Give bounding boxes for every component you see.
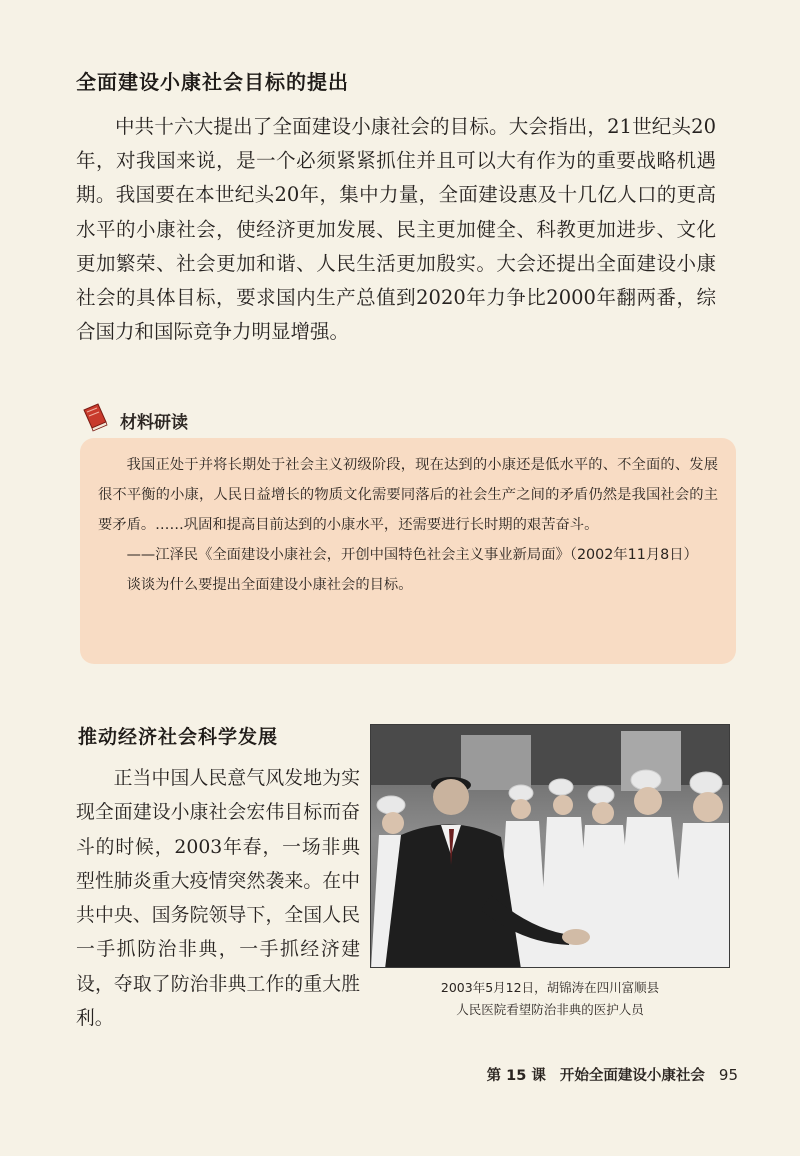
section-heading-development: 推动经济社会科学发展	[78, 726, 279, 748]
photo-caption	[370, 977, 730, 1021]
section-paragraph-1	[76, 110, 716, 349]
material-box-title: 材料研读	[120, 412, 188, 433]
lesson-title: 开始全面建设小康社会	[559, 1068, 705, 1084]
material-box	[80, 438, 736, 664]
section-heading-xiaokang-goal: 全面建设小康社会目标的提出	[76, 70, 349, 94]
lesson-number: 第 15 课	[486, 1068, 546, 1084]
paragraph-text: 中共十六大提出了全面建设小康社会的目标。大会指出，21世纪头20年，对我国来说，是一个必须紧紧抓住并且可以大有作为的重要战略机遇期。我国要在本世纪头20年，集中力量，全面建设惠及十几亿人口的更高水平的小康社会，使经济更加发展、民主更加健全、科教更加进步、文化更加繁荣、社会更加和谐、人民生活更加殷实。大会还提出全面建设小康社会的具体目标，要求国内生产总值到2020年力争比2000年翻两番，综合国力和国际竞争力明显增强。	[76, 115, 716, 344]
material-source: ——江泽民《全面建设小康社会，开创中国特色社会主义事业新局面》（2002年11月8日）	[126, 547, 698, 563]
material-quote: 我国正处于并将长期处于社会主义初级阶段，现在达到的小康还是低水平的、不全面的、发展很不平衡的小康，人民日益增长的物质文化需要同落后的社会生产之间的矛盾仍然是我国社会的主要矛盾。……巩固和提高目前达到的小康水平，还需要进行长时期的艰苦奋斗。	[98, 457, 718, 533]
page-number: 95	[718, 1066, 738, 1084]
book-icon	[80, 402, 110, 438]
caption-line-1: 2003年5月12日，胡锦涛在四川富顺县	[440, 980, 660, 995]
section-paragraph-2	[76, 762, 360, 1036]
news-photo	[370, 724, 730, 968]
paragraph-text: 正当中国人民意气风发地为实现全面建设小康社会宏伟目标而奋斗的时候，2003年春，一场非典型性肺炎重大疫情突然袭来。在中共中央、国务院领导下，全国人民一手抓防治非典，一手抓经济建设，夺取了防治非典工作的重大胜利。	[76, 768, 360, 1030]
material-box-header	[80, 402, 188, 438]
page-footer	[487, 1064, 738, 1085]
photo-illustration	[371, 725, 730, 968]
material-question: 谈谈为什么要提出全面建设小康社会的目标。	[126, 577, 413, 593]
caption-line-2: 人民医院看望防治非典的医护人员	[456, 1002, 644, 1017]
